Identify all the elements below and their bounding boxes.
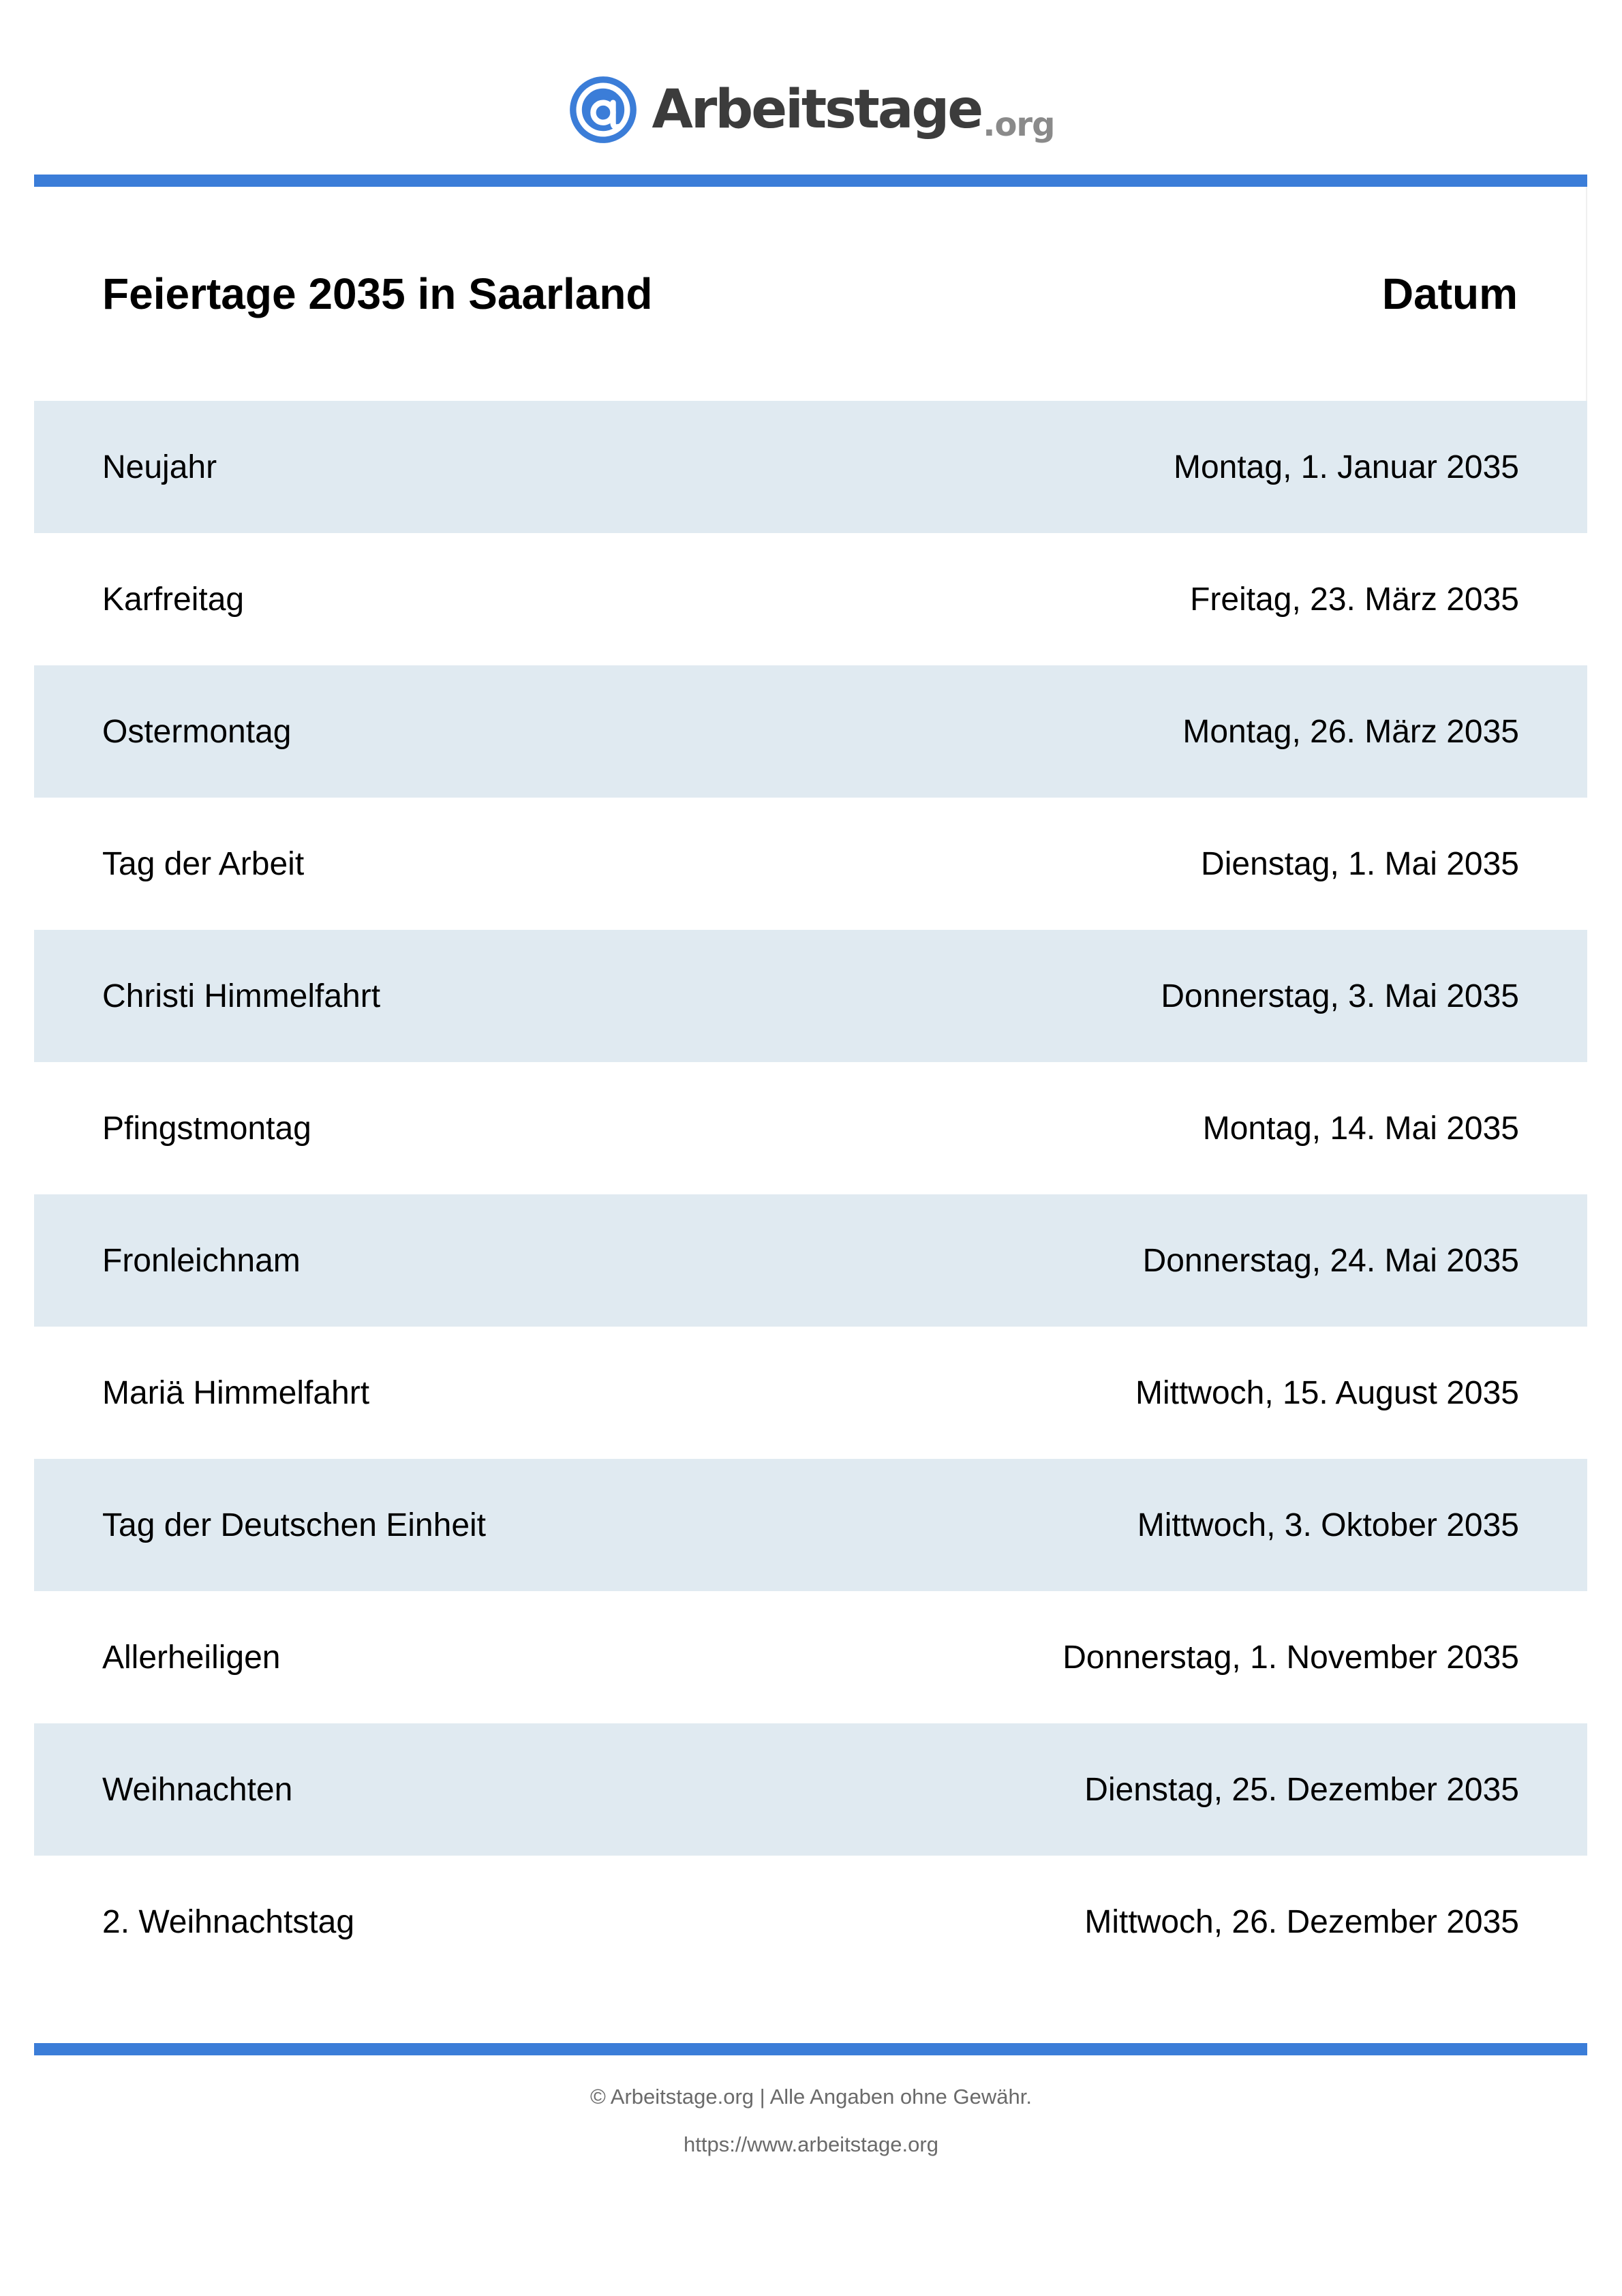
holiday-name: Tag der Deutschen Einheit xyxy=(102,1507,487,1543)
date-column-header: Datum xyxy=(1381,269,1518,318)
holiday-date: Mittwoch, 26. Dezember 2035 xyxy=(1084,1903,1519,1940)
table-row xyxy=(34,401,1587,533)
holiday-name: Allerheiligen xyxy=(102,1639,281,1676)
logo xyxy=(0,74,1622,146)
holiday-name: 2. Weihnachtstag xyxy=(102,1903,355,1940)
bottom-divider xyxy=(34,2043,1587,2055)
holiday-date: Dienstag, 1. Mai 2035 xyxy=(1201,845,1519,882)
table-row xyxy=(34,1062,1587,1194)
holiday-date: Donnerstag, 24. Mai 2035 xyxy=(1142,1242,1519,1279)
logo-name: Arbeitstage xyxy=(652,79,982,140)
holiday-date: Donnerstag, 3. Mai 2035 xyxy=(1161,978,1519,1014)
table-row xyxy=(34,798,1587,930)
logo-tld: .org xyxy=(983,106,1055,144)
holiday-name: Mariä Himmelfahrt xyxy=(102,1374,370,1411)
holiday-date: Freitag, 23. März 2035 xyxy=(1190,581,1519,618)
holiday-name: Karfreitag xyxy=(102,581,245,618)
table-row xyxy=(34,1723,1587,1856)
table-body xyxy=(34,401,1587,1988)
holiday-table xyxy=(34,187,1587,1988)
holiday-date: Montag, 26. März 2035 xyxy=(1182,713,1519,750)
holiday-date: Donnerstag, 1. November 2035 xyxy=(1062,1639,1519,1676)
table-row xyxy=(34,533,1587,665)
table-header xyxy=(34,187,1587,401)
holiday-date: Dienstag, 25. Dezember 2035 xyxy=(1084,1771,1519,1808)
top-divider xyxy=(34,175,1587,187)
table-row xyxy=(34,1194,1587,1327)
holiday-name: Pfingstmontag xyxy=(102,1110,311,1147)
table-row xyxy=(34,665,1587,798)
table-title: Feiertage 2035 in Saarland xyxy=(102,269,653,318)
holiday-date: Mittwoch, 3. Oktober 2035 xyxy=(1137,1507,1519,1543)
at-sign-icon xyxy=(568,74,639,145)
table-row xyxy=(34,1856,1587,1988)
holiday-name: Christi Himmelfahrt xyxy=(102,978,381,1014)
footer-copyright: © Arbeitstage.org | Alle Angaben ohne Gewähr. xyxy=(590,2085,1032,2109)
holiday-date: Montag, 1. Januar 2035 xyxy=(1173,449,1519,485)
logo-group xyxy=(568,74,1055,145)
table-row xyxy=(34,930,1587,1062)
table-row xyxy=(34,1459,1587,1591)
table-row xyxy=(34,1591,1587,1723)
holiday-name: Ostermontag xyxy=(102,713,292,750)
holiday-date: Mittwoch, 15. August 2035 xyxy=(1135,1374,1519,1411)
footer-url[interactable]: https://www.arbeitstage.org xyxy=(684,2132,938,2156)
holiday-name: Neujahr xyxy=(102,449,217,485)
holiday-date: Montag, 14. Mai 2035 xyxy=(1202,1110,1519,1147)
holiday-name: Weihnachten xyxy=(102,1771,293,1808)
table-row xyxy=(34,1327,1587,1459)
holiday-name: Fronleichnam xyxy=(102,1242,301,1279)
holiday-name: Tag der Arbeit xyxy=(102,845,305,882)
